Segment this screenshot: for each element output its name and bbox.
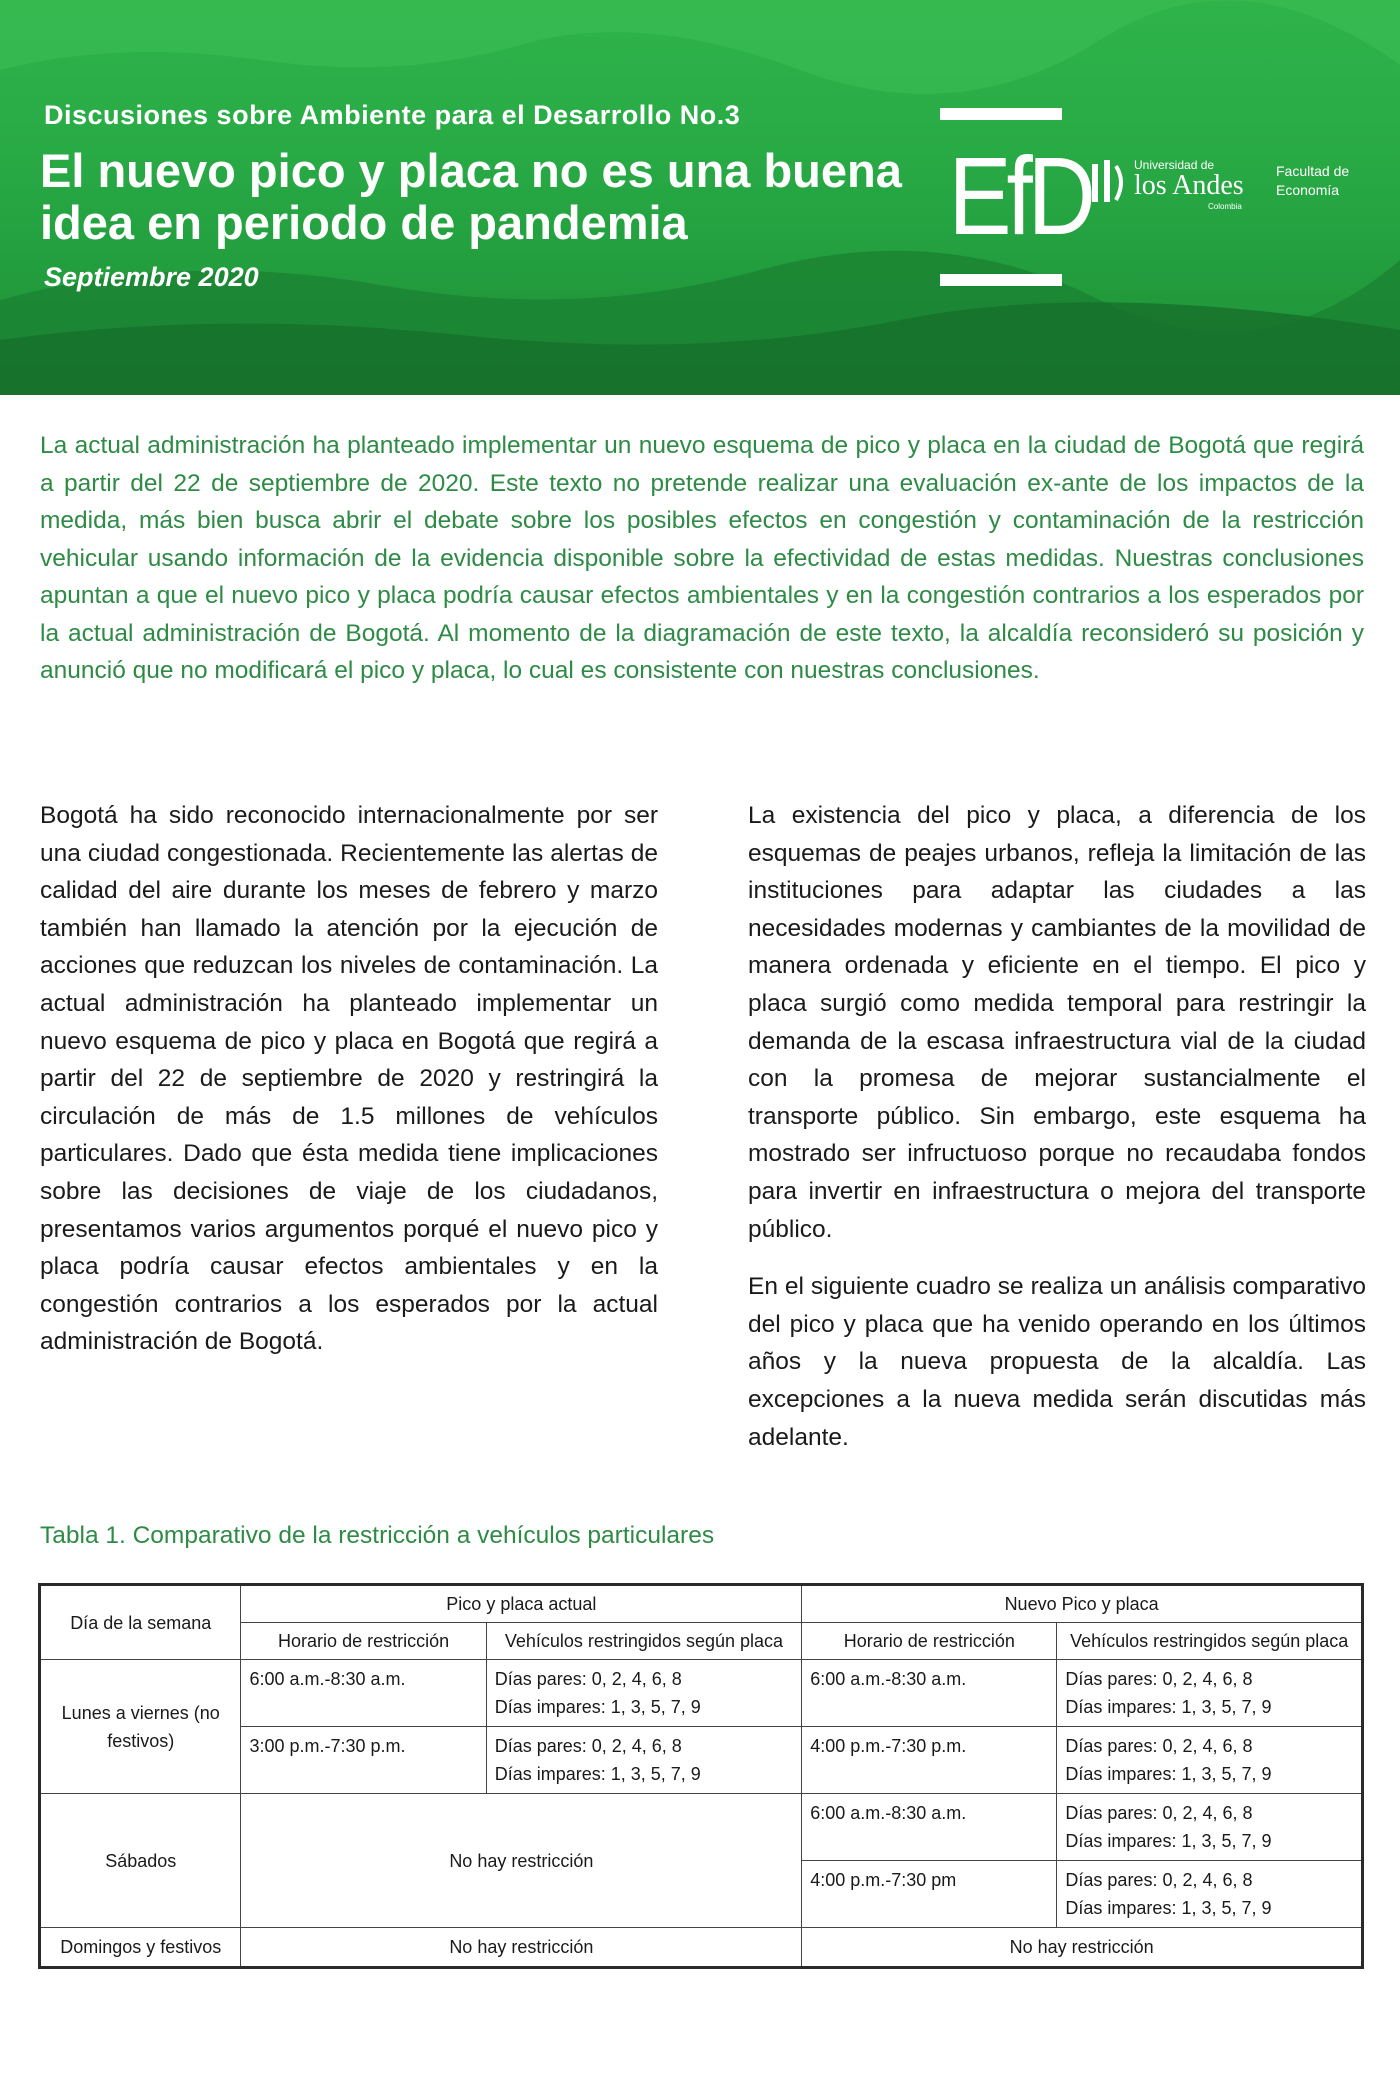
body-paragraph: En el siguiente cuadro se realiza un análisis comparativo del pico y placa que ha venido operando en los últimos años y la nueva propuesta de la alcaldía. Las excepciones a la nueva medida serán discutidas más adelante.: [748, 1273, 1366, 1451]
schedule-cell: 6:00 a.m.-8:30 a.m.: [802, 1660, 1057, 1727]
efd-logo: [940, 108, 1091, 286]
body-column-right: [748, 797, 1366, 1476]
publication-date: Septiembre 2020: [44, 262, 259, 292]
odd-plates: Días impares: 1, 3, 5, 7, 9: [494, 1764, 701, 1784]
even-plates: Días pares: 0, 2, 4, 6, 8: [494, 1669, 682, 1689]
schedule-cell: 4:00 p.m.-7:30 p.m.: [802, 1727, 1057, 1794]
table-row: [40, 1794, 1363, 1861]
uniandes-logo: [1090, 154, 1260, 216]
no-restriction-cell: No hay restricción: [241, 1928, 802, 1968]
odd-plates: Días impares: 1, 3, 5, 7, 9: [1065, 1898, 1272, 1918]
header-current: Pico y placa actual: [241, 1585, 802, 1623]
header-plates-new: Vehículos restringidos según placa: [1057, 1623, 1363, 1660]
publication-series: Discusiones sobre Ambiente para el Desarrollo No.3: [44, 100, 741, 130]
body-column-left: [40, 797, 658, 1381]
even-plates: Días pares: 0, 2, 4, 6, 8: [1065, 1870, 1253, 1890]
header-schedule-current: Horario de restricción: [241, 1623, 486, 1660]
header-schedule-new: Horario de restricción: [802, 1623, 1057, 1660]
no-restriction-cell: No hay restricción: [241, 1794, 802, 1928]
schedule-cell: 6:00 a.m.-8:30 a.m.: [241, 1660, 486, 1727]
plates-cell: [1057, 1660, 1363, 1727]
odd-plates: Días impares: 1, 3, 5, 7, 9: [1065, 1764, 1272, 1784]
university-country: Colombia: [1208, 202, 1242, 211]
even-plates: Días pares: 0, 2, 4, 6, 8: [494, 1736, 682, 1756]
table-caption: Tabla 1. Comparativo de la restricción a vehículos particulares: [40, 1522, 715, 1549]
efd-logo-text: EfD: [948, 135, 1091, 258]
body-paragraph: Bogotá ha sido reconocido internacionalmente por ser una ciudad congestionada. Recientemente las alertas de calidad del aire durante los meses de febrero y marzo también han llamado la atención por la ejecución de acciones que reduzcan los niveles de contaminación. La actual administración ha planteado implementar un nuevo esquema de pico y placa en Bogotá que regirá a partir del 22 de septiembre de 2020 y restringirá la circulación de más de 1.5 millones de vehículos particulares. Dado que ésta medida tiene implicaciones sobre las decisiones de viaje de los ciudadanos, presentamos varios argumentos porqué el nuevo pico y placa podría causar efectos ambientales y en la congestión contrarios a los esperados por la actual administración de Bogotá.: [40, 802, 658, 1356]
header-banner: [0, 0, 1400, 395]
odd-plates: Días impares: 1, 3, 5, 7, 9: [494, 1697, 701, 1717]
schedule-cell: 6:00 a.m.-8:30 a.m.: [802, 1794, 1057, 1861]
university-name: los Andes: [1134, 170, 1244, 201]
abstract: La actual administración ha planteado implementar un nuevo esquema de pico y placa en la ciudad de Bogotá que regirá a partir del 22 de septiembre de 2020. Este texto no pretende realizar una evaluación ex-ante de los impactos de la medida, más bien busca abrir el debate sobre los posibles efectos en congestión y contaminación de la restricción vehicular usando información de la evidencia disponible sobre la efectividad de estas medidas. Nuestras conclusiones apuntan a que el nuevo pico y placa podría causar efectos ambientales y en la congestión contrarios a los esperados por la actual administración de Bogotá. Al momento de la diagramación de este texto, la alcaldía reconsideró su posición y anunció que no modificará el pico y placa, lo cual es consistente con nuestras conclusiones.: [40, 432, 1364, 684]
schedule-cell: 4:00 p.m.-7:30 pm: [802, 1861, 1057, 1928]
even-plates: Días pares: 0, 2, 4, 6, 8: [1065, 1669, 1253, 1689]
plates-cell: [486, 1660, 802, 1727]
table-row: [40, 1928, 1363, 1968]
table-header-row: [40, 1585, 1363, 1623]
university-label: Universidad de: [1134, 158, 1215, 172]
header-plates-current: Vehículos restringidos según placa: [486, 1623, 802, 1660]
day-label: Sábados: [40, 1794, 241, 1928]
header-new: Nuevo Pico y placa: [802, 1585, 1363, 1623]
plates-cell: [1057, 1794, 1363, 1861]
schedule-cell: 3:00 p.m.-7:30 p.m.: [241, 1727, 486, 1794]
body-paragraph: La existencia del pico y placa, a diferencia de los esquemas de peajes urbanos, refleja la limitación de las instituciones para adaptar las ciudades a las necesidades modernas y cambiantes de la movilidad de manera ordenada y eficiente en el tiempo. El pico y placa surgió como medida temporal para restringir la demanda de la escasa infraestructura vial de la ciudad con la promesa de mejorar sustancialmente el transporte público. Sin embargo, este esquema ha mostrado ser infructuoso porque no recaudaba fondos para invertir en infraestructura o mejora del transporte público.: [748, 802, 1366, 1243]
page-title: El nuevo pico y placa no es una buena idea en periodo de pandemia: [40, 144, 902, 249]
plates-cell: [1057, 1861, 1363, 1928]
even-plates: Días pares: 0, 2, 4, 6, 8: [1065, 1736, 1253, 1756]
faculty-name: Facultad de Economía: [1276, 163, 1350, 198]
uniandes-mark-icon: [1090, 160, 1128, 206]
no-restriction-cell: No hay restricción: [802, 1928, 1363, 1968]
table-row: [40, 1660, 1363, 1727]
plates-cell: [1057, 1727, 1363, 1794]
plates-cell: [486, 1727, 802, 1794]
odd-plates: Días impares: 1, 3, 5, 7, 9: [1065, 1697, 1272, 1717]
day-label: Domingos y festivos: [40, 1928, 241, 1968]
comparison-table: [38, 1583, 1364, 1969]
even-plates: Días pares: 0, 2, 4, 6, 8: [1065, 1803, 1253, 1823]
header-day: Día de la semana: [40, 1585, 241, 1660]
odd-plates: Días impares: 1, 3, 5, 7, 9: [1065, 1831, 1272, 1851]
day-label: Lunes a viernes (no festivos): [40, 1660, 241, 1794]
